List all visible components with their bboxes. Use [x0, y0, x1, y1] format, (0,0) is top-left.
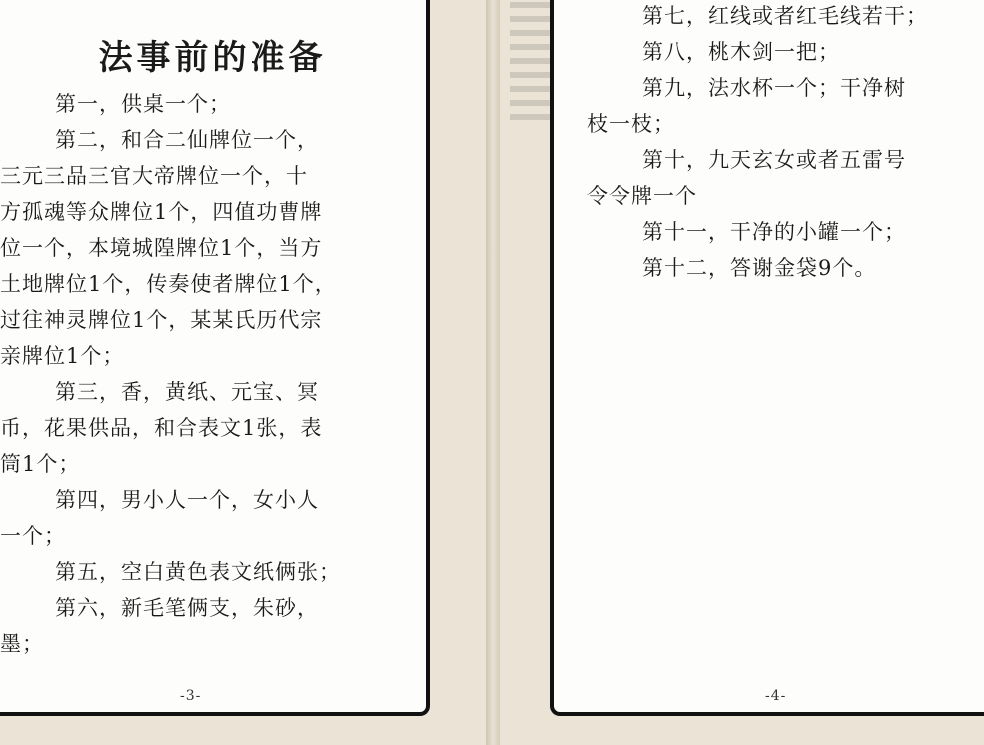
page-title: 法事前的准备 [98, 38, 327, 78]
paragraph-7: 第七，红线或者红毛线若干； [642, 4, 928, 28]
paragraph-9: 第九，法水杯一个；干净树 枝一枝； [587, 76, 906, 136]
paragraph-8: 第八，桃木剑一把； [642, 40, 840, 64]
paragraph-12: 第十二，答谢金袋9个。 [642, 256, 877, 280]
left-page-text [0, 30, 405, 662]
book-gutter [486, 0, 500, 745]
paragraph-2: 第二，和合二仙牌位一个， 三元三品三官大帝牌位一个，十 方孤魂等众牌位1个，四值功曹牌 位一个，本境城隍牌位1个，当方 土地牌位1个，传奏使者牌位1个， 过往神灵牌位1个，某某氏历代宗 亲牌位1个； [0, 128, 337, 368]
paragraph-6: 第六，新毛笔俩支，朱砂， 墨； [0, 596, 319, 656]
page-number-left: -3- [180, 688, 202, 704]
paragraph-11: 第十一，干净的小罐一个； [642, 220, 906, 244]
paragraph-1: 第一，供桌一个； [55, 92, 231, 116]
right-page-text [587, 0, 984, 286]
paragraph-5: 第五，空白黄色表文纸俩张； [55, 560, 341, 584]
left-page [0, 0, 430, 716]
page-number-right: -4- [765, 688, 787, 704]
show-through-left [510, 0, 550, 120]
right-page [550, 0, 984, 716]
paragraph-4: 第四，男小人一个，女小人 一个； [0, 488, 319, 548]
paragraph-3: 第三，香，黄纸、元宝、冥 币，花果供品，和合表文1张，表 筒1个； [0, 380, 323, 476]
paragraph-10: 第十，九天玄女或者五雷号 令令牌一个 [587, 148, 906, 208]
